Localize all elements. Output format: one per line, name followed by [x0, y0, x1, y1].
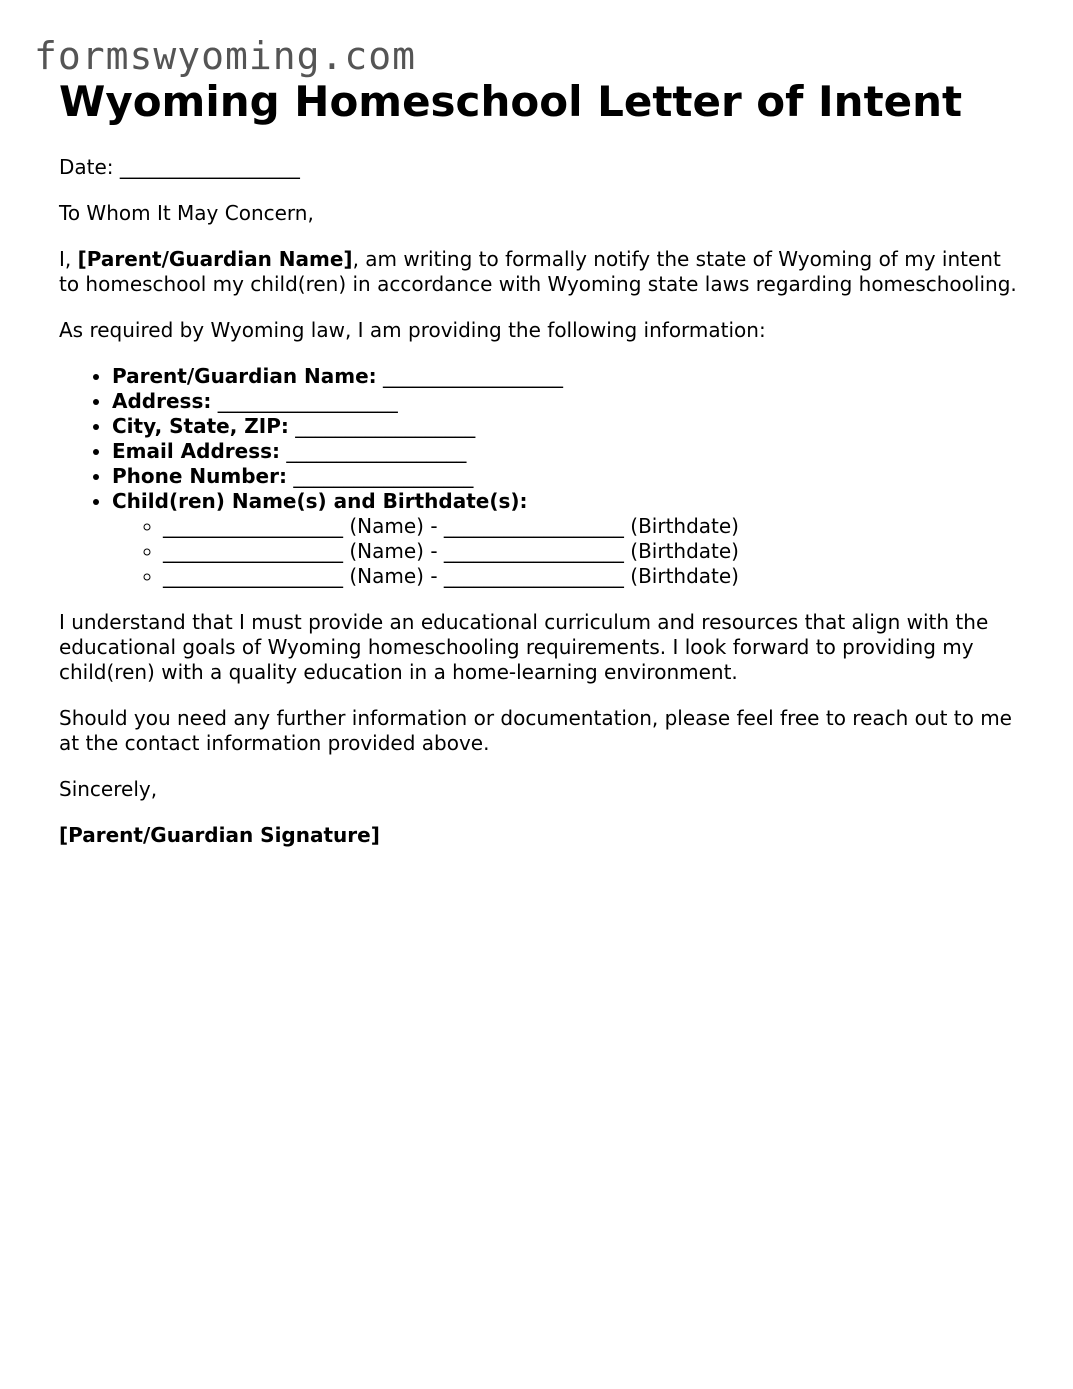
- child-row: [163, 564, 1019, 589]
- child-birth-blank: __________________: [443, 564, 624, 588]
- info-label: Phone Number:: [112, 464, 287, 488]
- child-birth-label: (Birthdate): [630, 564, 739, 588]
- info-item-parent-name: [112, 364, 1019, 389]
- child-name-blank: __________________: [163, 539, 343, 563]
- info-list: [59, 364, 1019, 589]
- intro-prefix: I,: [59, 247, 72, 271]
- info-item-children: [112, 489, 1019, 589]
- child-birth-blank: __________________: [443, 539, 624, 563]
- signature-placeholder: [Parent/Guardian Signature]: [59, 823, 380, 847]
- date-line: [59, 155, 1019, 180]
- contact-paragraph: Should you need any further information or documentation, please feel free to reach out to me at the contact information provided above.: [59, 706, 1012, 755]
- child-birth-blank: __________________: [443, 514, 624, 538]
- child-name-blank: __________________: [163, 564, 343, 588]
- child-birth-label: (Birthdate): [630, 539, 739, 563]
- info-item-email: [112, 439, 1019, 464]
- date-blank: __________________: [119, 155, 300, 179]
- intro-text: , am writing to formally notify the state of Wyoming of my intent to homeschool my child(ren) in accordance with Wyoming state laws regarding homeschooling.: [59, 247, 1017, 296]
- info-label: Email Address:: [112, 439, 281, 463]
- child-row: [163, 539, 1019, 564]
- info-blank: __________________: [217, 389, 398, 413]
- greeting: To Whom It May Concern,: [59, 201, 314, 225]
- info-blank: __________________: [293, 464, 474, 488]
- info-blank: __________________: [295, 414, 476, 438]
- info-label: Parent/Guardian Name:: [112, 364, 377, 388]
- page-title: Wyoming Homeschool Letter of Intent: [59, 77, 963, 126]
- info-label: City, State, ZIP:: [112, 414, 289, 438]
- info-item-address: [112, 389, 1019, 414]
- letter-document: [59, 76, 1019, 848]
- intro-paragraph: [59, 247, 1019, 297]
- site-watermark: formswyoming.com: [34, 34, 417, 78]
- info-blank: __________________: [383, 364, 564, 388]
- date-label: Date:: [59, 155, 114, 179]
- child-birth-label: (Birthdate): [630, 514, 739, 538]
- children-list: [112, 514, 1019, 589]
- curriculum-paragraph: I understand that I must provide an educational curriculum and resources that align with the educational goals of Wyoming homeschooling requirements. I look forward to providing my child(ren) with a quality education in a home-learning environment.: [59, 610, 989, 684]
- info-blank: __________________: [286, 439, 467, 463]
- info-label: Address:: [112, 389, 212, 413]
- closing: Sincerely,: [59, 777, 158, 801]
- children-label: Child(ren) Name(s) and Birthdate(s):: [112, 489, 528, 513]
- info-item-city-state-zip: [112, 414, 1019, 439]
- child-name-label: (Name) -: [349, 564, 438, 588]
- info-item-phone: [112, 464, 1019, 489]
- parent-name-placeholder: [Parent/Guardian Name]: [77, 247, 353, 271]
- child-name-label: (Name) -: [349, 514, 438, 538]
- child-name-blank: __________________: [163, 514, 343, 538]
- child-row: [163, 514, 1019, 539]
- required-info-paragraph: As required by Wyoming law, I am providing the following information:: [59, 318, 766, 342]
- child-name-label: (Name) -: [349, 539, 438, 563]
